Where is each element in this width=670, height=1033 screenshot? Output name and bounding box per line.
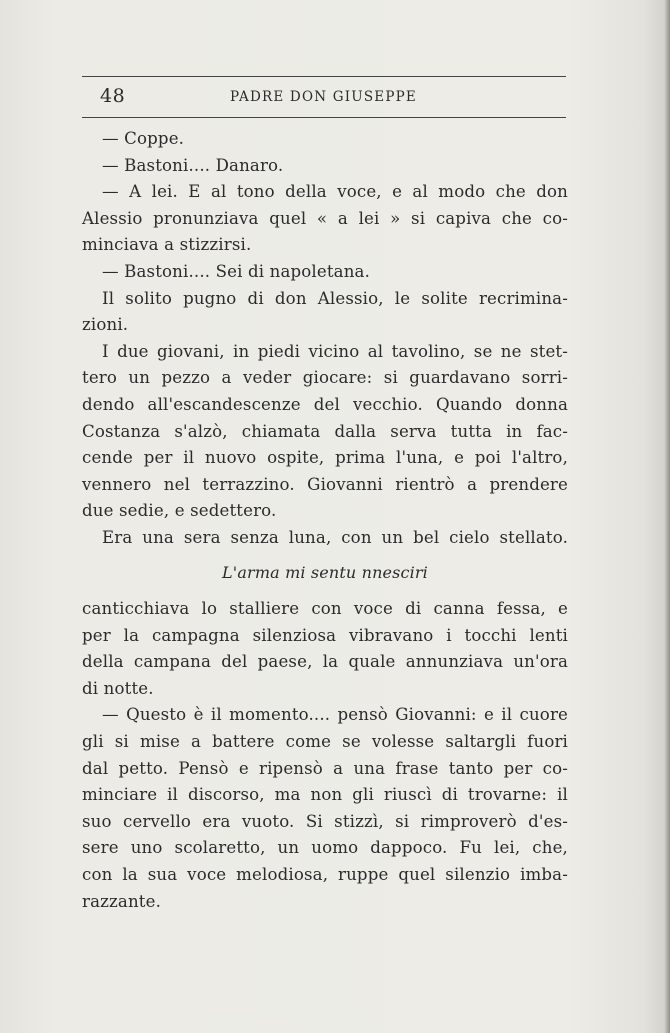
body-text [82, 126, 568, 915]
page-header [82, 76, 566, 118]
page-number: 48 [100, 85, 126, 107]
text-line: vennero nel terrazzino. Giovanni rientrò a prendere [82, 474, 568, 494]
text-line: due sedie, e sedettero. [82, 501, 277, 521]
text-line: della campana del paese, la quale annunziava un'ora [82, 652, 568, 672]
page-edge-shadow [664, 0, 670, 1033]
text-line: tero un pezzo a veder giocare: si guardavano sorri- [82, 368, 568, 388]
text-line: — Questo è il momento.... pensò Giovanni: e il cuore [102, 705, 568, 725]
text-line: minciare il discorso, ma non gli riuscì di trovarne: il [82, 785, 568, 805]
text-line: — Bastoni.... Sei di napoletana. [102, 261, 371, 281]
text-line: per la campagna silenziosa vibravano i tocchi lenti [82, 625, 568, 645]
text-line: Era una sera senza luna, con un bel cielo stellato. [102, 527, 568, 547]
text-line: con la sua voce melodiosa, ruppe quel silenzio imba- [82, 865, 568, 885]
text-line: dendo all'escandescenze del vecchio. Quando donna [82, 394, 568, 414]
text-line: Il solito pugno di don Alessio, le solite recrimina- [102, 288, 568, 308]
text-line: gli si mise a battere come se volesse saltargli fuori [82, 732, 568, 752]
text-line: — Bastoni.... Danaro. [102, 155, 284, 175]
text-line: canticchiava lo stalliere con voce di canna fessa, e [82, 599, 568, 619]
text-line: dal petto. Pensò e ripensò a una frase tanto per co- [82, 758, 568, 778]
text-line: suo cervello era vuoto. Si stizzì, si rimproverò d'es- [82, 811, 568, 831]
running-head: PADRE DON GIUSEPPE [230, 89, 417, 105]
text-line: minciava a stizzirsi. [82, 235, 252, 255]
text-line: Alessio pronunziava quel « a lei » si capiva che co- [82, 208, 568, 228]
text-line: cende per il nuovo ospite, prima l'una, e poi l'altro, [82, 448, 568, 468]
text-line: I due giovani, in piedi vicino al tavolino, se ne stet- [102, 341, 568, 361]
text-line: — Coppe. [102, 129, 185, 148]
text-line: di notte. [82, 678, 154, 698]
text-line: sere uno scolaretto, un uomo dappoco. Fu lei, che, [82, 838, 568, 858]
verse-line: L'arma mi sentu nnesciri [222, 562, 428, 582]
text-line: — A lei. E al tono della voce, e al modo che don [102, 182, 568, 202]
text-line: razzante. [82, 891, 162, 911]
text-line: zioni. [82, 315, 129, 335]
text-line: Costanza s'alzò, chiamata dalla serva tutta in fac- [82, 421, 568, 441]
